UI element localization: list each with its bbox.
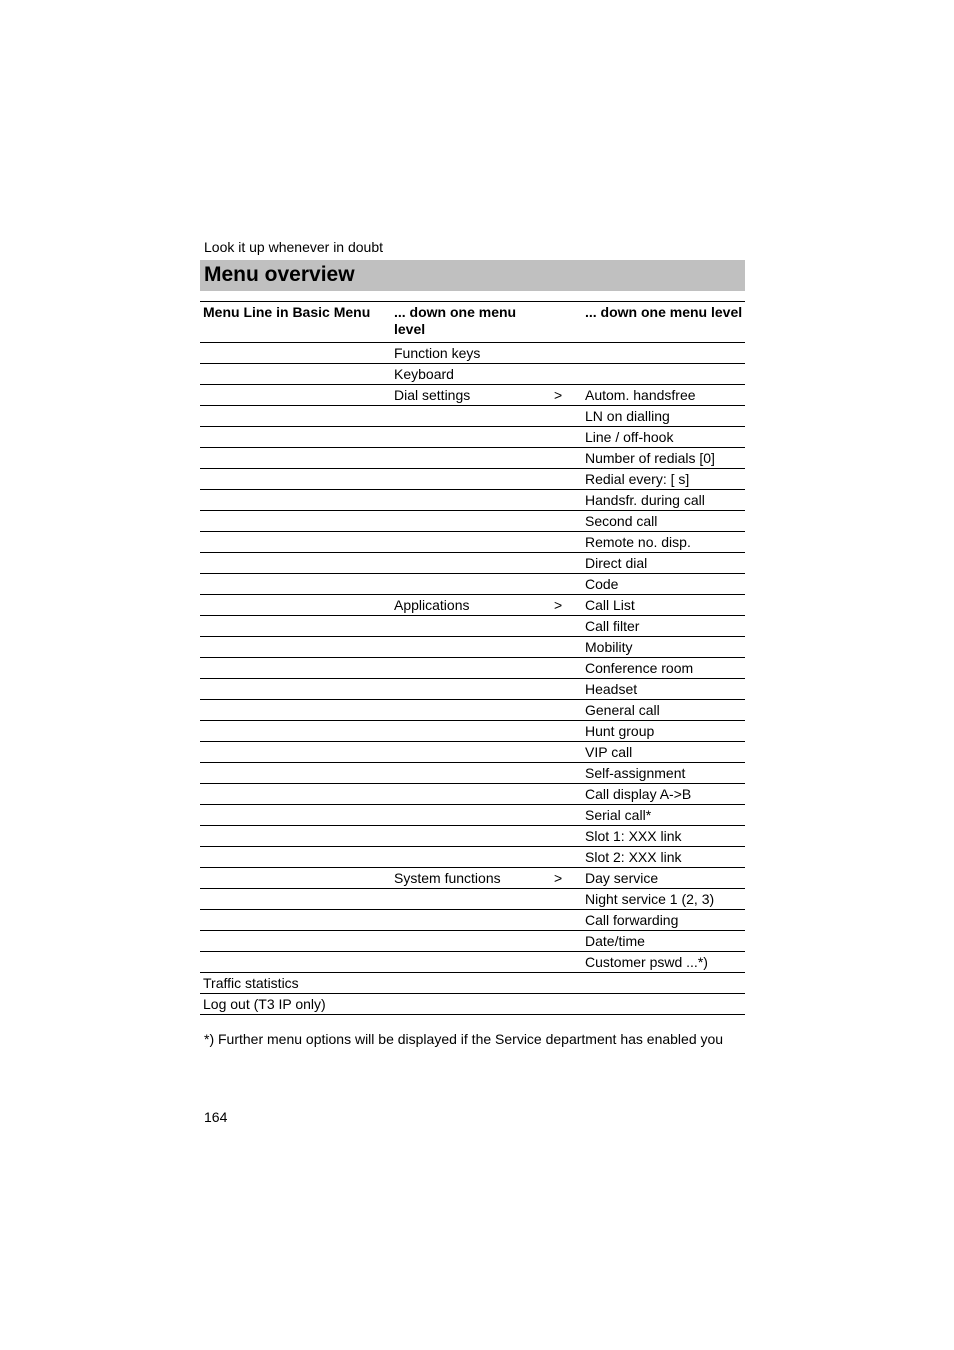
cell-level-2: Keyboard <box>391 364 551 385</box>
cell-arrow <box>551 931 582 952</box>
cell-basic-menu <box>200 343 391 364</box>
cell-arrow <box>551 847 582 868</box>
table-row <box>200 868 745 889</box>
cell-arrow <box>551 532 582 553</box>
cell-basic-menu <box>200 742 391 763</box>
table-row <box>200 721 745 742</box>
footnote: *) Further menu options will be displayed if the Service department has enabled you <box>204 1031 724 1047</box>
table-row <box>200 931 745 952</box>
table-row <box>200 469 745 490</box>
cell-level-3 <box>582 343 745 364</box>
table-row <box>200 784 745 805</box>
cell-arrow <box>551 805 582 826</box>
table-row <box>200 343 745 364</box>
table-row <box>200 427 745 448</box>
cell-level-2 <box>391 805 551 826</box>
cell-basic-menu <box>200 889 391 910</box>
cell-level-3 <box>582 973 745 994</box>
cell-arrow <box>551 406 582 427</box>
cell-basic-menu <box>200 679 391 700</box>
cell-basic-menu <box>200 427 391 448</box>
cell-level-2 <box>391 973 551 994</box>
table-row <box>200 574 745 595</box>
cell-basic-menu <box>200 826 391 847</box>
cell-level-2 <box>391 931 551 952</box>
cell-arrow <box>551 553 582 574</box>
cell-level-3: Headset <box>582 679 745 700</box>
cell-level-2 <box>391 847 551 868</box>
table-row <box>200 364 745 385</box>
cell-level-3: Remote no. disp. <box>582 532 745 553</box>
table-row <box>200 385 745 406</box>
cell-basic-menu <box>200 385 391 406</box>
cell-arrow <box>551 343 582 364</box>
cell-level-3: LN on dialling <box>582 406 745 427</box>
cell-arrow <box>551 763 582 784</box>
table-row <box>200 616 745 637</box>
table-row <box>200 511 745 532</box>
cell-level-2 <box>391 469 551 490</box>
page-number: 164 <box>204 1109 228 1125</box>
menu-overview-table <box>200 301 745 1015</box>
table-header-row <box>200 302 745 343</box>
cell-level-3: Direct dial <box>582 553 745 574</box>
table-row <box>200 700 745 721</box>
cell-level-2 <box>391 406 551 427</box>
cell-arrow <box>551 700 582 721</box>
cell-level-2 <box>391 784 551 805</box>
cell-arrow: > <box>551 868 582 889</box>
cell-level-3: Mobility <box>582 637 745 658</box>
cell-level-3: Line / off-hook <box>582 427 745 448</box>
cell-level-3: Redial every: [ s] <box>582 469 745 490</box>
cell-arrow: > <box>551 595 582 616</box>
cell-level-3: General call <box>582 700 745 721</box>
cell-level-2: Applications <box>391 595 551 616</box>
cell-level-2 <box>391 553 551 574</box>
cell-level-3: Handsfr. during call <box>582 490 745 511</box>
header-level-2: ... down one menu level <box>391 302 551 343</box>
table-row <box>200 973 745 994</box>
cell-level-3: Night service 1 (2, 3) <box>582 889 745 910</box>
cell-arrow <box>551 826 582 847</box>
cell-level-2 <box>391 490 551 511</box>
cell-basic-menu: Log out (T3 IP only) <box>200 994 391 1015</box>
cell-arrow <box>551 994 582 1015</box>
cell-arrow <box>551 574 582 595</box>
cell-arrow <box>551 427 582 448</box>
cell-basic-menu <box>200 847 391 868</box>
cell-level-3: Code <box>582 574 745 595</box>
table-row <box>200 490 745 511</box>
cell-basic-menu <box>200 910 391 931</box>
cell-basic-menu <box>200 658 391 679</box>
cell-basic-menu <box>200 532 391 553</box>
cell-level-2 <box>391 532 551 553</box>
cell-basic-menu <box>200 700 391 721</box>
cell-level-2 <box>391 889 551 910</box>
cell-basic-menu <box>200 721 391 742</box>
cell-level-2 <box>391 658 551 679</box>
cell-level-2 <box>391 721 551 742</box>
cell-arrow <box>551 469 582 490</box>
cell-basic-menu <box>200 448 391 469</box>
cell-basic-menu <box>200 784 391 805</box>
cell-arrow <box>551 721 582 742</box>
cell-basic-menu <box>200 364 391 385</box>
table-row <box>200 595 745 616</box>
table-body <box>200 343 745 1015</box>
cell-level-3: Call forwarding <box>582 910 745 931</box>
cell-level-3 <box>582 364 745 385</box>
table-row <box>200 553 745 574</box>
page-title: Menu overview <box>204 263 355 286</box>
cell-level-2 <box>391 994 551 1015</box>
cell-level-2 <box>391 700 551 721</box>
cell-level-3: Serial call* <box>582 805 745 826</box>
cell-level-3: Hunt group <box>582 721 745 742</box>
table-row <box>200 847 745 868</box>
cell-arrow <box>551 889 582 910</box>
table-row <box>200 889 745 910</box>
cell-basic-menu <box>200 931 391 952</box>
cell-level-3: Slot 2: XXX link <box>582 847 745 868</box>
cell-arrow <box>551 679 582 700</box>
cell-level-3: Date/time <box>582 931 745 952</box>
table-row <box>200 952 745 973</box>
header-level-3: ... down one menu level <box>582 302 745 343</box>
cell-level-2 <box>391 448 551 469</box>
cell-level-2 <box>391 910 551 931</box>
cell-basic-menu <box>200 511 391 532</box>
cell-level-2 <box>391 616 551 637</box>
cell-arrow <box>551 658 582 679</box>
cell-level-2 <box>391 952 551 973</box>
cell-level-3: Autom. handsfree <box>582 385 745 406</box>
section-title-bar <box>200 260 745 291</box>
header-arrow <box>551 302 582 343</box>
cell-level-3: Slot 1: XXX link <box>582 826 745 847</box>
cell-arrow <box>551 448 582 469</box>
cell-level-2 <box>391 637 551 658</box>
table-row <box>200 658 745 679</box>
cell-level-3: Number of redials [0] <box>582 448 745 469</box>
cell-level-2 <box>391 742 551 763</box>
cell-arrow <box>551 784 582 805</box>
cell-arrow <box>551 742 582 763</box>
cell-level-3: Day service <box>582 868 745 889</box>
cell-arrow: > <box>551 385 582 406</box>
running-head: Look it up whenever in doubt <box>204 239 384 255</box>
cell-basic-menu <box>200 805 391 826</box>
cell-basic-menu <box>200 637 391 658</box>
cell-level-3: Second call <box>582 511 745 532</box>
cell-arrow <box>551 952 582 973</box>
cell-basic-menu <box>200 574 391 595</box>
cell-arrow <box>551 364 582 385</box>
cell-basic-menu: Traffic statistics <box>200 973 391 994</box>
table-row <box>200 826 745 847</box>
cell-basic-menu <box>200 553 391 574</box>
cell-basic-menu <box>200 616 391 637</box>
cell-arrow <box>551 637 582 658</box>
cell-level-2 <box>391 826 551 847</box>
cell-arrow <box>551 616 582 637</box>
cell-level-3: VIP call <box>582 742 745 763</box>
cell-level-3: Call filter <box>582 616 745 637</box>
cell-level-2 <box>391 427 551 448</box>
cell-level-2 <box>391 679 551 700</box>
cell-level-2: Function keys <box>391 343 551 364</box>
cell-arrow <box>551 973 582 994</box>
cell-level-2 <box>391 574 551 595</box>
cell-level-2: Dial settings <box>391 385 551 406</box>
table-row <box>200 679 745 700</box>
cell-basic-menu <box>200 952 391 973</box>
cell-basic-menu <box>200 406 391 427</box>
cell-level-2: System functions <box>391 868 551 889</box>
cell-level-3: Self-assignment <box>582 763 745 784</box>
table-row <box>200 994 745 1015</box>
cell-level-2 <box>391 511 551 532</box>
table-row <box>200 742 745 763</box>
header-basic-menu: Menu Line in Basic Menu <box>200 302 391 343</box>
cell-basic-menu <box>200 595 391 616</box>
cell-basic-menu <box>200 763 391 784</box>
table-row <box>200 406 745 427</box>
table-row <box>200 805 745 826</box>
table-row <box>200 763 745 784</box>
cell-level-3: Customer pswd ...*) <box>582 952 745 973</box>
cell-arrow <box>551 910 582 931</box>
table-row <box>200 532 745 553</box>
cell-basic-menu <box>200 868 391 889</box>
cell-level-3 <box>582 994 745 1015</box>
table-row <box>200 448 745 469</box>
cell-level-3: Conference room <box>582 658 745 679</box>
cell-basic-menu <box>200 490 391 511</box>
table-row <box>200 910 745 931</box>
cell-level-3: Call List <box>582 595 745 616</box>
cell-level-3: Call display A->B <box>582 784 745 805</box>
cell-level-2 <box>391 763 551 784</box>
cell-arrow <box>551 511 582 532</box>
cell-arrow <box>551 490 582 511</box>
cell-basic-menu <box>200 469 391 490</box>
table-row <box>200 637 745 658</box>
